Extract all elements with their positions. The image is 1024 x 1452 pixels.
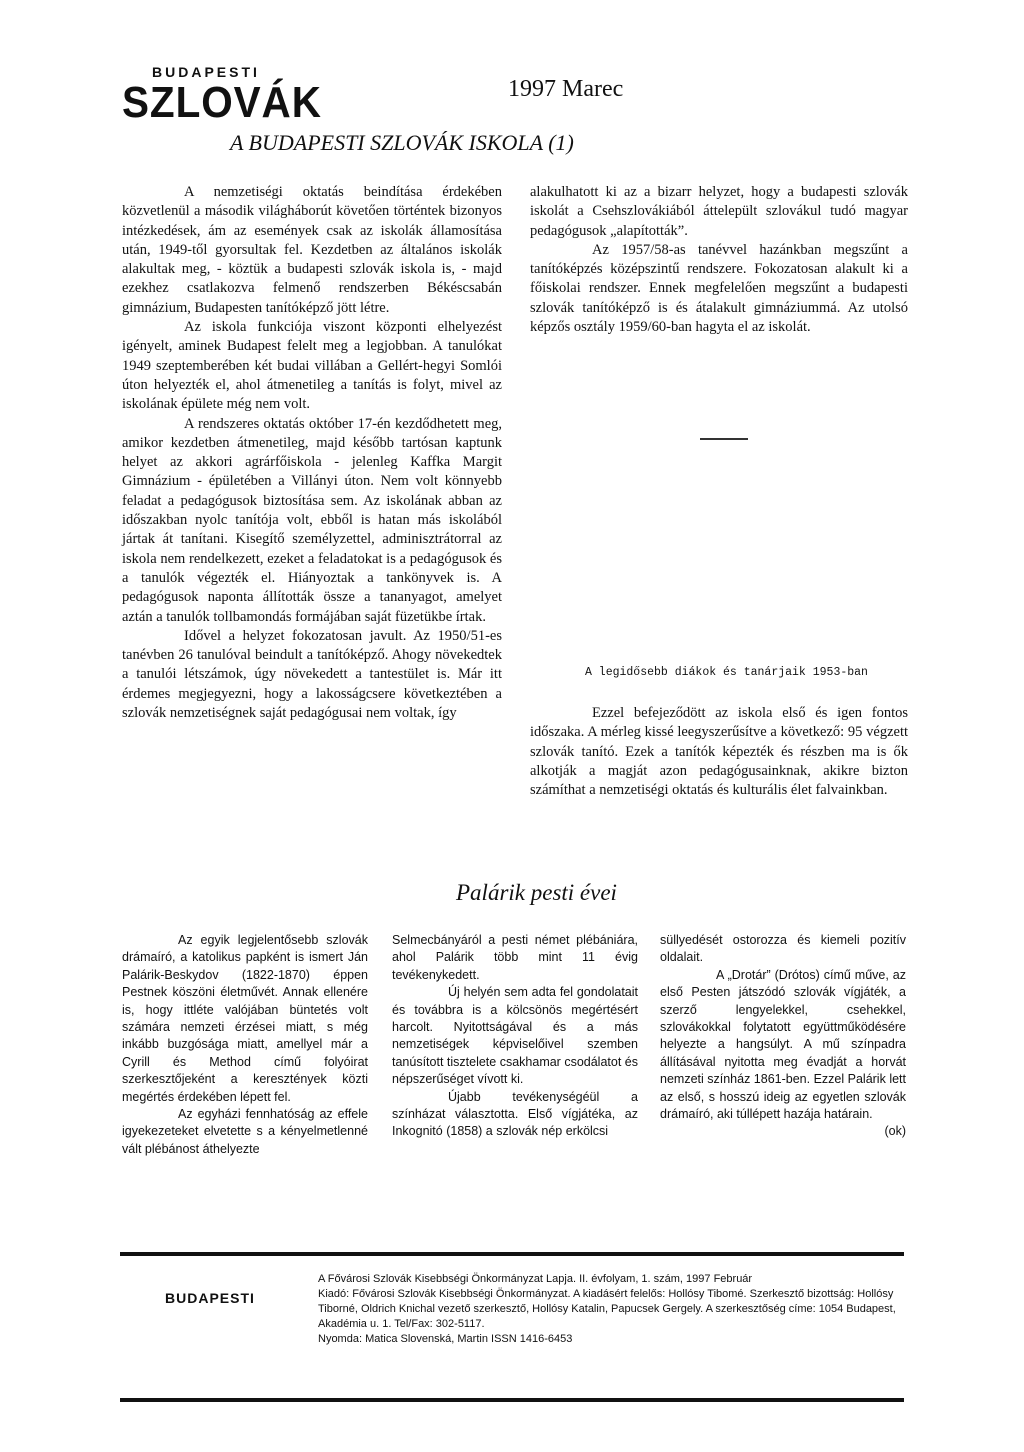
separator-rule: [700, 438, 748, 440]
section-title: Palárik pesti évei: [456, 880, 617, 905]
imprint: [318, 1272, 908, 1347]
photo-caption: A legidősebb diákok és tanárjaik 1953-ban: [585, 666, 868, 679]
article-right-column: [530, 183, 908, 337]
paragraph: Idővel a helyzet fokozatosan javult. Az 1950/51-es tanévben 26 tanulóval beindult a tanítóképző. Ahogy növekedtek a tanulói létszámok, úgy növekedett a tantestület is. Már itt érdemes megjegyezni, hogy a lakosságcsere következtében a szlovák nemzetiségnek saját pedagógusai nem voltak, így: [122, 627, 502, 722]
imprint-line: Nyomda: Matica Slovenská, Martin ISSN 1416-6453: [318, 1333, 573, 1345]
imprint-line: Kiadó: Fővárosi Szlovák Kisebbségi Önkormányzat. A kiadásért felelős: Hollósy Tibomé. Szerkesztő bizottság: Hollósy Tiborné, Oldrich Knichal vezető szerkesztő, Hollósy Katalin, Papucsek Gergely. A szerkesztőség címe: 1054 Budapest, Akadémia u. 1. Tel/Fax: 302-5117.: [318, 1288, 896, 1330]
article-right-continuation: [530, 704, 908, 800]
author-initials: (ok): [884, 1124, 906, 1139]
paragraph: Az egyik legjelentősebb szlovák drámaíró, a katolikus papként is ismert Ján Palárik-Beskydov (1822-1870) éppen Pestnek köszöni életművét. Annak ellenére is, hogy ittléte valójában büntetés volt számára nemzeti érzései miatt, s még inkább buzgósága miatt, amellyel már a Cyrill és Method című folyóirat szerkesztőjeként a keresztények közti megértés érdekében lépett fel.: [122, 933, 368, 1104]
footer-logo: BUDAPESTI: [165, 1290, 255, 1306]
paragraph: Az 1957/58-as tanévvel hazánkban megszűnt a tanítóképzés középszintű rendszere. Fokozatosan alakult ki a főiskolai rendszer. Ennek megfelelően megszűnt a budapesti szlovák tanítóképző is és átalakult gimnáziummá. Az utolsó képzős osztály 1959/60-ban hagyta el az iskolát.: [530, 241, 908, 336]
paragraph: Selmecbányáról a pesti német plébániára, ahol Palárik több mint 11 évig tevékenykedett.: [392, 933, 638, 982]
article-title: A BUDAPESTI SZLOVÁK ISKOLA (1): [230, 130, 574, 155]
paragraph: Az iskola funkciója viszont központi elhelyezést igényelt, aminek Budapest felelt meg a legjobban. A tanulókat 1949 szeptemberében két budai villában a Gellért-hegyi Somlói úton helyezték el, ahol átmenetileg a tanítás is folyt, mivel az iskolának épülete még nem volt.: [122, 319, 502, 413]
paragraph: süllyedését ostorozza és kiemeli pozitív oldalait.: [660, 933, 906, 965]
article-left-column: [122, 183, 502, 723]
imprint-line: A Fővárosi Szlovák Kisebbségi Önkormányzat Lapja. II. évfolyam, 1. szám, 1997 Február: [318, 1273, 753, 1285]
paragraph: alakulhatott ki az a bizarr helyzet, hogy a budapesti szlovák iskolát a Csehszlovákiából áttelepült szlovákul tudó magyar pedagógusok „alapították”.: [530, 184, 908, 239]
paragraph: Újabb tevékenységéül a színházat választotta. Első vígjátéka, az Inkognitó (1858) a szlovák nép erkölcsi: [392, 1089, 638, 1139]
palarik-column-3: [660, 932, 906, 1141]
footer-top-rule: [120, 1252, 904, 1256]
paragraph: A „Drotár” (Drótos) című műve, az első Pesten játszódó szlovák vígjáték, a szerző lengyelekkel, csehekkel, szlovákokkal folytatott együttműködésére helyezte a hangsúlyt. A mű színpadra állításával nyitotta meg évadját a horvát nemzeti színház 1861-ben. Ezzel Palárik lett az első, s hosszú ideig az egyetlen szlovák drámaíró, aki túllépett hazája határain.: [660, 967, 906, 1122]
paragraph: A rendszeres oktatás október 17-én kezdődhetett meg, amikor kezdetben átmenetileg, majd később tartósan kaptunk helyet az akkori agrárfőiskola - jelenleg Kaffka Margit Gimnázium - épületében a Villányi úton. Nem volt könnyebb feladat a pedagógusok biztosítása sem. Az iskolának abban az időszakban nyolc tanítója volt, ebből is hatan más iskolából jártak át tanítani. Kisegítő személyzettel, adminisztrátorral az iskola nem rendelkezett, ezeket a feladatokat is a pedagógusok és a tanulók végezték el. Hiányoztak a tankönyvek is. A pedagógusok naponta állították össze a tananyagot, amelyet aztán a tanulók tollbamondás formájában saját füzetükbe írtak.: [122, 415, 502, 625]
masthead-small-logo: BUDAPESTI: [152, 64, 260, 80]
paragraph: Ezzel befejeződött az iskola első és igen fontos időszaka. A mérleg kissé leegyszerűsítve a következő: 95 végzett szlovák tanító. Ezek a tanítók képezték és részben ma is ők alkotják a magját azon pedagógusainknak, akikre bizton számíthat a nemzetiségi oktatás és kulturális élet falvainkban.: [530, 705, 908, 799]
paragraph: Új helyén sem adta fel gondolatait és továbbra is a kölcsönös megértésért harcolt. Nyitottságával és a más nemzetiségek képviselőivel szemben tanúsított tiszteletе csakhamar csodálatot és népszerűséget vívott ki.: [392, 985, 638, 1087]
palarik-column-1: [122, 932, 368, 1158]
masthead-logo: SZLOVÁK: [122, 78, 322, 127]
palarik-column-2: [392, 932, 638, 1141]
issue-date: 1997 Marec: [508, 76, 624, 102]
paragraph: A nemzetiségi oktatás beindítása érdekében közvetlenül a második világháborút követően történtek bizonyos intézkedések, ám az események csak az iskolák államosítása után, 1949-től gyorsultak fel. Kezdetben az általános iskolák alakultak meg, - köztük a budapesti szlovák iskola is, - majd ezekhez csatlakozva felmenő rendszerben Békéscsabán gimnázium, Budapesten tanítóképző jött létre.: [122, 184, 502, 316]
footer-bottom-rule: [120, 1398, 904, 1402]
paragraph: Az egyházi fennhatóság az effele igyekezeteket elvetette s a kényelmetlenné vált plébánost áthelyezte: [122, 1107, 368, 1156]
